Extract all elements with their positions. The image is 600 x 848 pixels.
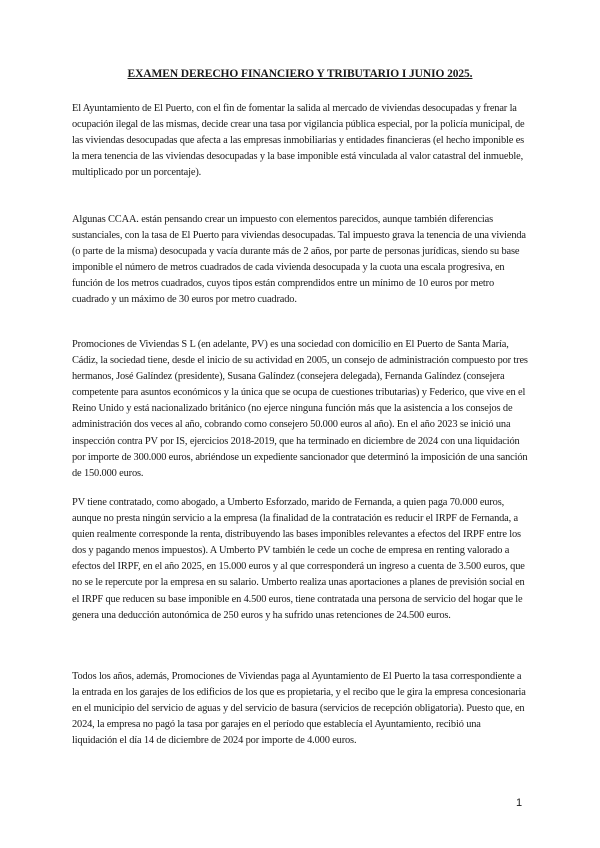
page-number: 1 [516,797,523,809]
document-title: EXAMEN DERECHO FINANCIERO Y TRIBUTARIO I JUNIO 2025. [127,68,473,80]
paragraph-umberto-esforzado: PV tiene contratado, como abogado, a Umberto Esforzado, marido de Fernanda, a quien paga 70.000 euros, aunque no presta ningún servicio a la empresa (la finalidad de la contratación es reducir el IRPF de Fernanda, a quien realmente corresponde la renta, distribuyendo las bases imponibles relevantes a efectos del IRPF entre los dos y pagando menos impuestos). A Umberto PV también le cede un coche de empresa en renting valorado a efectos del IRPF, en el año 2025, en 15.000 euros y al que corresponderá un ingreso a cuenta de 3.500 euros, que no se le repercute por la empresa en su salario. Umberto realiza unas aportaciones a planes de previsión social en el IRPF que reducen su base imponible en 4.500 euros, tiene contratada una persona de servicio del hogar que le genera una deducción autonómica de 250 euros y ha sufrido unas retenciones de 24.500 euros. [72,497,525,621]
paragraph-impuesto-ccaa: Algunas CCAA. están pensando crear un impuesto con elementos parecidos, aunque también diferencias sustanciales, con la tasa de El Puerto para viviendas desocupadas. Tal impuesto grava la tenencia de una vivienda (o parte de la misma) desocupada y vacía durante más de 2 años, por parte de personas jurídicas, siendo su base imponible el número de metros cuadrados de cada vivienda desocupada y la cuota una escala progresiva, en función de los metros cuadrados, cuyos tipos están comprendidos entre un mínimo de 10 euros por metro cuadrado y un máximo de 30 euros por metro cuadrado. [72,214,526,306]
paragraph-tasa-vigilancia: El Ayuntamiento de El Puerto, con el fin de fomentar la salida al mercado de viviendas desocupadas y frenar la ocupación ilegal de las mismas, decide crear una tasa por vigilancia pública especial, por la policía municipal, de las viviendas desocupadas que afecta a las empresas inmobiliarias y entidades financieras (el hecho imponible es la mera tenencia de las viviendas desocupadas y la base imponible está vinculada al valor catastral del inmueble, multiplicado por un porcentaje). [72,103,525,179]
paragraph-promociones-viviendas: Promociones de Viviendas S L (en adelante, PV) es una sociedad con domicilio en El Puerto de Santa María, Cádiz, la sociedad tiene, desde el inicio de su actividad en 2005, un consejo de administración compuesto por tres hermanos, José Galíndez (presidente), Susana Galíndez (consejera delegada), Fernanda Galíndez (consejera competente para asuntos económicos y la única que se ocupa de cuestiones tributarias) y Federico, que vive en el Reino Unido y está nacionalizado británico (no ejerce ninguna función más que la asistencia a los consejos de administración dos veces al año, cobrando como consejero 50.000 euros al año). En el año 2023 se inició una inspección contra PV por IS, ejercicios 2018-2019, que ha terminado en diciembre de 2024 con una liquidación por importe de 300.000 euros, abriéndose un expediente sancionador que determinó la imposición de una sanción de 150.000 euros. [72,339,528,479]
paragraph-tasa-garajes: Todos los años, además, Promociones de Viviendas paga al Ayuntamiento de El Puerto la tasa correspondiente a la entrada en los garajes de los edificios de los que es propietaria, y el recibo que le gira la empresa concesionaria en el municipio del servicio de aguas y del servicio de basura (servicios de recepción obligatoria). Puesto que, en 2024, la empresa no pagó la tasa por garajes en el período que establecía el Ayuntamiento, recibió una liquidación el día 14 de diciembre de 2024 por importe de 4.000 euros. [72,671,526,747]
